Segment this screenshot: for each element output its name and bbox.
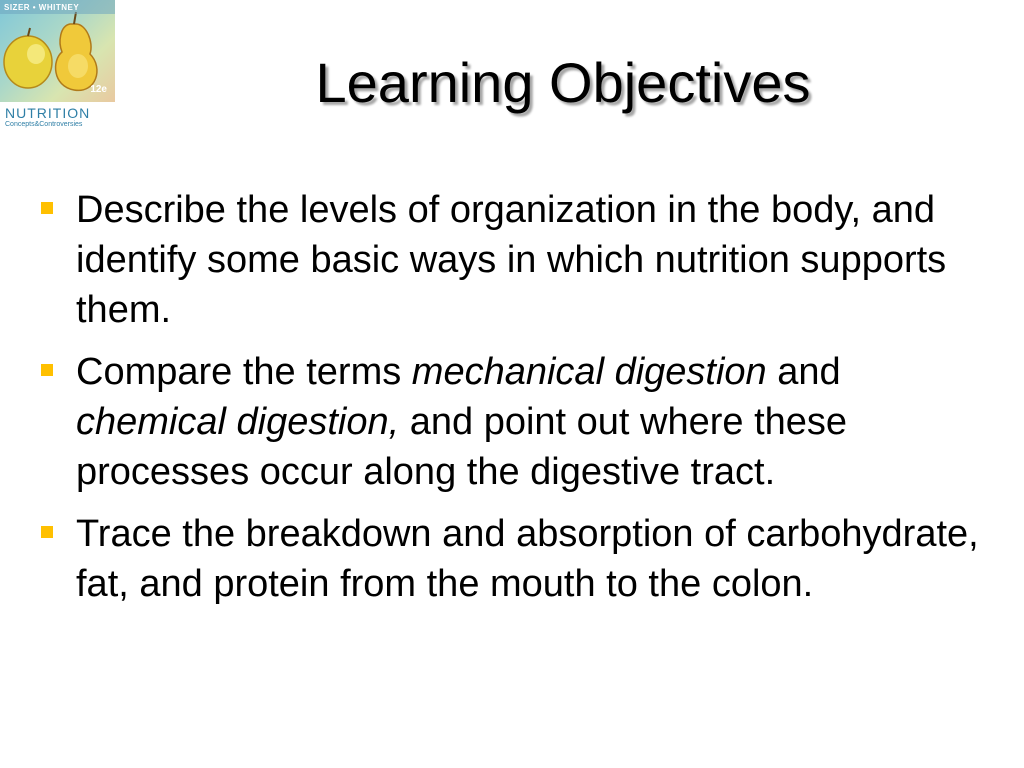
- objective-term: mechanical digestion: [411, 351, 767, 393]
- objective-text: Describe the levels of organization in the body, and identify some basic ways in which nutrition supports them.: [76, 189, 947, 331]
- cover-authors: SIZER • WHITNEY: [4, 3, 80, 12]
- cover-title: NUTRITION: [5, 105, 91, 121]
- cover-edition: 12e: [90, 84, 107, 95]
- objective-item: [40, 347, 1000, 497]
- objective-text: Trace the breakdown and absorption of carbohydrate, fat, and protein from the mouth to the colon.: [76, 513, 979, 605]
- cover-subtitle: Concepts&Controversies: [5, 121, 83, 128]
- objective-item: [40, 185, 1000, 335]
- square-bullet-icon: [41, 364, 53, 376]
- objective-item: [40, 509, 1000, 609]
- slide-title: Learning Objectives: [315, 51, 811, 114]
- objective-term: chemical digestion,: [76, 401, 400, 443]
- square-bullet-icon: [41, 202, 53, 214]
- objectives-list: [40, 185, 1000, 621]
- objective-text-part: and point out where these processes occur along the digestive tract.: [76, 401, 848, 493]
- objective-text-part: Compare the terms: [76, 351, 412, 393]
- objective-text-part: and: [766, 351, 841, 393]
- square-bullet-icon: [41, 526, 53, 538]
